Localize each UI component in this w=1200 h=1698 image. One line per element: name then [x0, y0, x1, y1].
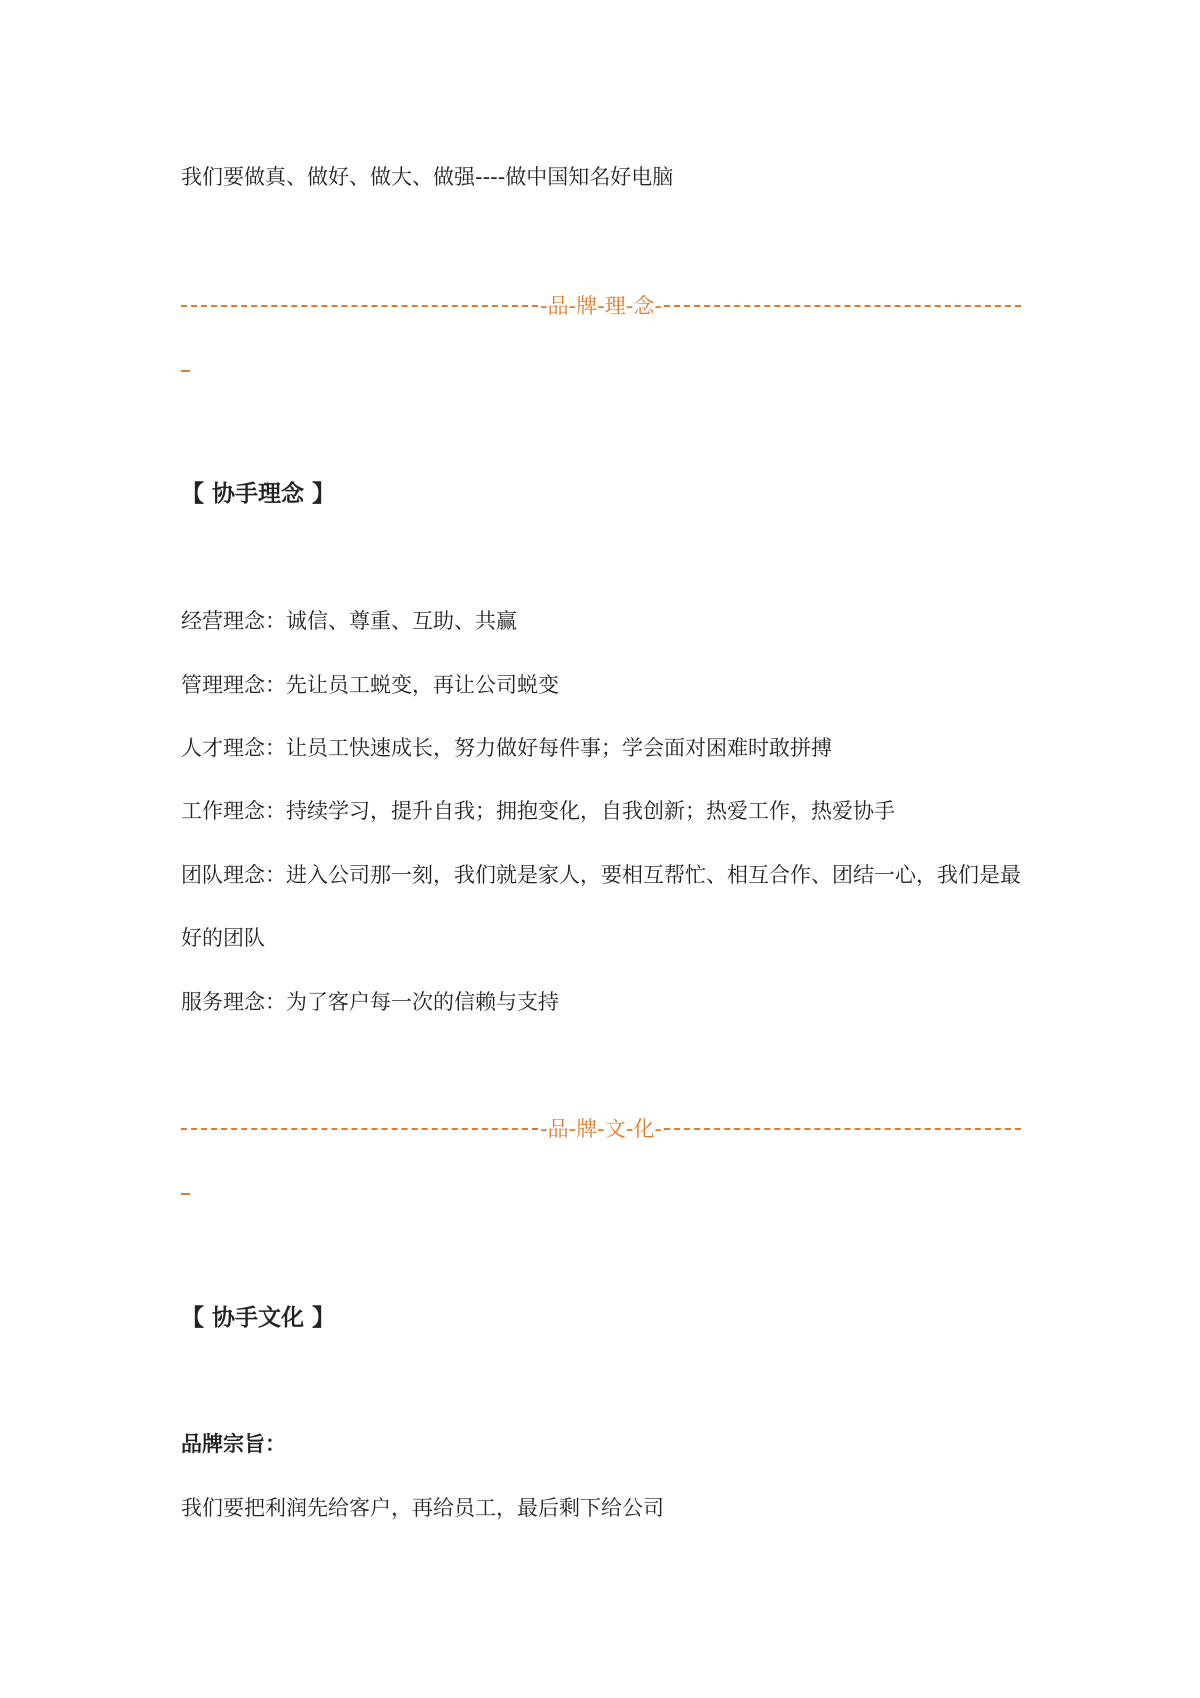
brand-tenet-label: 品牌宗旨： [181, 1432, 286, 1456]
divider-dashes-left [181, 305, 538, 307]
philosophy-item-business: 经营理念：诚信、尊重、互助、共赢 [181, 609, 517, 633]
section-divider-brand-philosophy [181, 292, 1021, 320]
philosophy-item-service: 服务理念：为了客户每一次的信赖与支持 [181, 990, 559, 1014]
section-divider-brand-culture [181, 1115, 1021, 1143]
divider-tail-dash [181, 1193, 190, 1195]
divider-tail-dash [181, 370, 190, 372]
philosophy-heading: 【 协手理念 】 [181, 481, 336, 507]
philosophy-item-team-continued: 好的团队 [181, 926, 265, 950]
divider-title: -品-牌-文-化- [540, 1117, 662, 1141]
divider-dashes-left [181, 1128, 538, 1130]
philosophy-item-talent: 人才理念：让员工快速成长，努力做好每件事；学会面对困难时敢拼搏 [181, 736, 832, 760]
slogan-text: 我们要做真、做好、做大、做强----做中国知名好电脑 [181, 165, 674, 189]
culture-heading: 【 协手文化 】 [181, 1305, 336, 1331]
philosophy-item-management: 管理理念：先让员工蜕变，再让公司蜕变 [181, 673, 559, 697]
divider-dashes-right [664, 1128, 1021, 1130]
philosophy-item-team: 团队理念：进入公司那一刻，我们就是家人，要相互帮忙、相互合作、团结一心，我们是最 [181, 863, 1021, 887]
philosophy-item-work: 工作理念：持续学习，提升自我；拥抱变化，自我创新；热爱工作，热爱协手 [181, 799, 895, 823]
divider-dashes-right [664, 305, 1021, 307]
brand-tenet-text: 我们要把利润先给客户，再给员工，最后剩下给公司 [181, 1496, 664, 1520]
divider-title: -品-牌-理-念- [540, 294, 662, 318]
